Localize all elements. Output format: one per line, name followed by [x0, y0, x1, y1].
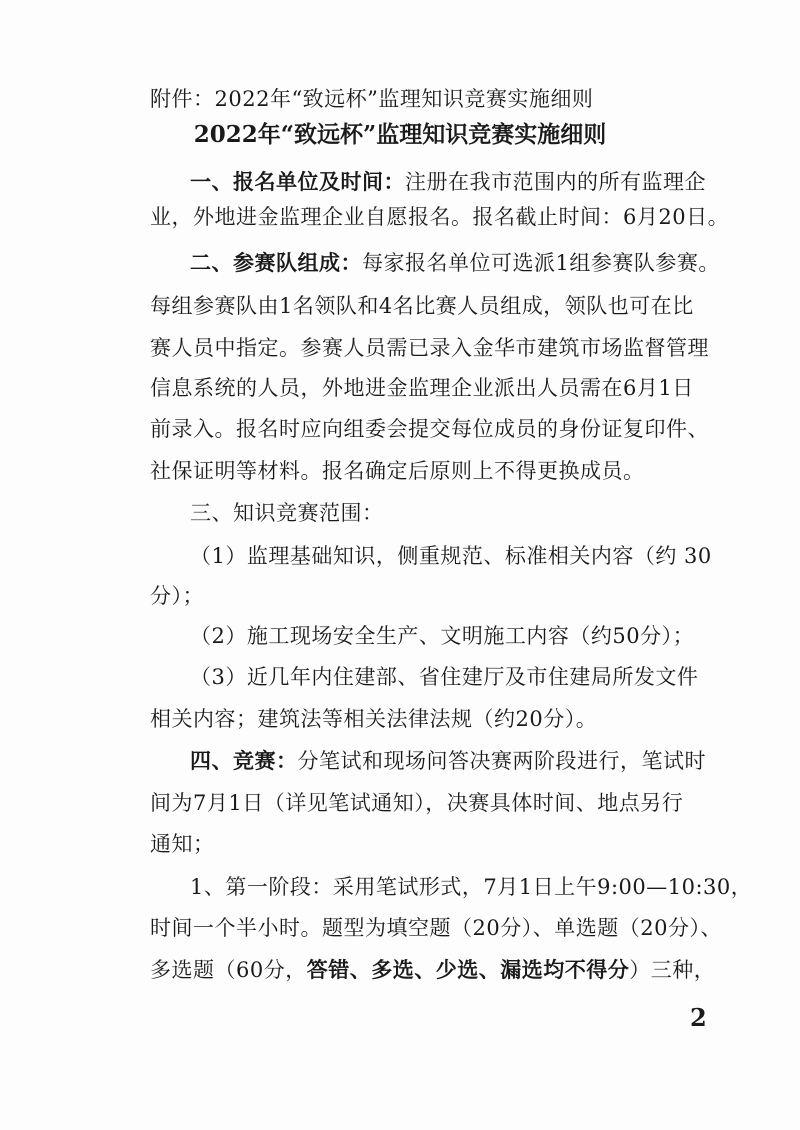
- section-2-line-1: [190, 247, 750, 279]
- document-title: 2022年“致远杯”监理知识竞赛实施细则: [193, 121, 607, 148]
- section-2-line-6: 社保证明等材料。报名确定后原则上不得更换成员。: [150, 459, 645, 483]
- section-4-line-2: 间为7月1日（详见笔试通知），决赛具体时间、地点另行: [150, 791, 684, 815]
- page-number: 2: [690, 1003, 707, 1032]
- phase-1-line-2: 时间一个半小时。题型为填空题（20分）、单选题（20分）、: [150, 916, 722, 940]
- section-4-heading: 四、竞赛：: [190, 748, 298, 773]
- phase-1-line-3: [150, 954, 716, 986]
- section-2-line-5: 前录入。报名时应向组委会提交每位成员的身份证复印件、: [150, 417, 709, 441]
- section-4-line-1: [190, 745, 750, 777]
- section-4-text-1: 分笔试和现场问答决赛两阶段进行，笔试时: [297, 749, 706, 773]
- phase-1-text-a: 多选题（60分，: [150, 958, 307, 982]
- section-3-heading: 三、知识竞赛范围：: [190, 501, 384, 525]
- section-1-heading: 一、报名单位及时间：: [190, 169, 405, 194]
- section-1-line-2: 业，外地进金监理企业自愿报名。报名截止时间：6月20日。: [150, 205, 730, 229]
- section-2-line-3: 赛人员中指定。参赛人员需已录入金华市建筑市场监督管理: [150, 336, 709, 360]
- phase-1-emphasis: 答错、多选、少选、漏选均不得分: [306, 957, 630, 982]
- section-2-line-2: 每组参赛队由1名领队和4名比赛人员组成，领队也可在比: [150, 294, 694, 318]
- attachment-header: 附件：2022年“致远杯”监理知识竞赛实施细则: [150, 87, 594, 111]
- section-1-line-1: [190, 166, 750, 198]
- section-2-text-1: 每家报名单位可选派1组参赛队参赛。: [362, 251, 720, 275]
- section-3-item-3a: （3）近几年内住建部、省住建厅及市住建局所发文件: [190, 665, 699, 689]
- phase-1-line-1: 1、第一阶段：采用笔试形式，7月1日上午9:00—10:30，: [190, 875, 753, 899]
- section-3-item-1b: 分）；: [150, 584, 204, 608]
- section-2-line-4: 信息系统的人员，外地进金监理企业派出人员需在6月1日: [150, 376, 694, 400]
- section-3-item-1a: （1）监理基础知识，侧重规范、标准相关内容（约 30: [190, 544, 712, 568]
- phase-1-text-c: ）三种，: [629, 958, 716, 982]
- section-1-text-1: 注册在我市范围内的所有监理企: [405, 170, 706, 194]
- section-2-heading: 二、参赛队组成：: [190, 250, 362, 275]
- section-3-item-2: （2）施工现场安全生产、文明施工内容（约50分）；: [190, 624, 695, 648]
- section-4-line-3: 通知；: [150, 832, 215, 856]
- section-3-item-3b: 相关内容；建筑法等相关法律法规（约20分）。: [150, 707, 598, 731]
